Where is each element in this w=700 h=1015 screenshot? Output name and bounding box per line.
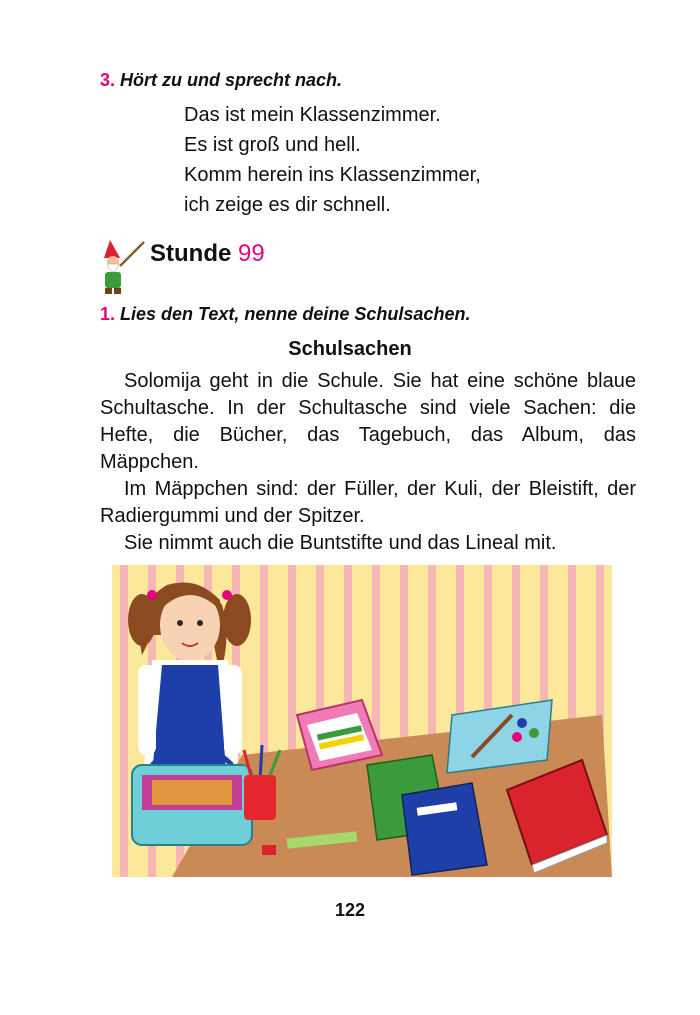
classroom-illustration xyxy=(112,565,612,877)
poem-line: ich zeige es dir schnell. xyxy=(184,194,391,216)
gnome-teacher-icon xyxy=(100,236,146,296)
poem-line: Das ist mein Klassenzimmer. xyxy=(184,104,441,126)
story-text xyxy=(100,368,636,557)
sharpener xyxy=(262,845,276,855)
task-text: Hört zu und sprecht nach. xyxy=(120,70,343,90)
task-3-instruction xyxy=(100,70,342,91)
page-number: 122 xyxy=(334,900,366,920)
lesson-label: Stunde xyxy=(150,240,232,267)
task-1-instruction xyxy=(100,304,470,325)
task-number: 1. xyxy=(100,304,116,324)
poem xyxy=(184,100,481,220)
poem-line: Es ist groß und hell. xyxy=(184,134,361,156)
story-paragraph: Sie nimmt auch die Buntstifte und das Lineal mit. xyxy=(124,532,557,554)
story-paragraph: Solomija geht in die Schule. Sie hat eine schöne blaue Schultasche. In der Schultasche sind viele Sachen: die Hefte, die Bücher, das Tagebuch, das Album, das Mäppchen. xyxy=(100,370,636,473)
task-number: 3. xyxy=(100,70,116,90)
lesson-heading xyxy=(150,240,265,268)
lesson-number: 99 xyxy=(238,240,265,267)
story-paragraph: Im Mäppchen sind: der Füller, der Kuli, der Bleistift, der Radiergummi und der Spitzer. xyxy=(100,478,636,527)
poem-line: Komm herein ins Klassenzimmer, xyxy=(184,164,481,186)
story-title: Schulsachen xyxy=(288,338,412,360)
task-text: Lies den Text, nenne deine Schulsachen. xyxy=(120,304,471,324)
